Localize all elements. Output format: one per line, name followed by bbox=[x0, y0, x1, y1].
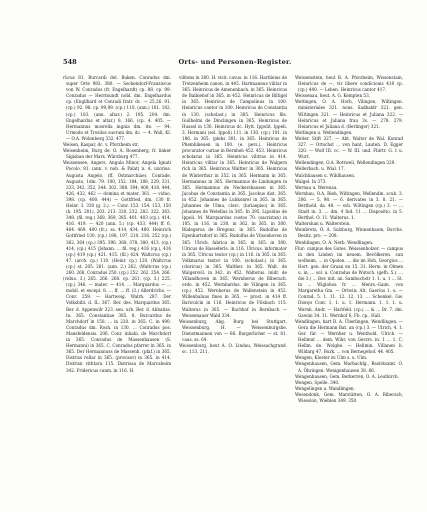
register-entry: Wernhau, O.A. Rieh, Wiltingen, Wellendin. scub. 3. 206. — 5. 98. — 6. derivates in 3. 8. 21. — Berthold. da. 48. — svb. Wiltingen (cp.) 3. — ... Stadt in. 3. ... dm. 4 Ind. 11 ... Dispositio. in 5. Berthol. O. 11. Walterus. 1. bbox=[295, 190, 403, 221]
register-entry: Wengen, Kloster zu Ulm s. u. Ulm. bbox=[295, 355, 368, 361]
register-entry: Wellendingen, O.A. Rottweil, Wellendingen 329. bbox=[295, 160, 396, 166]
register-entry: Wengenhausen, Gem. Marbachfg., Bezirksamt. O. A. Öhringen. Wenigenhausen 38. 86. bbox=[295, 361, 403, 373]
register-entry: rücus 81. Burcardi del. Buken. Conradus dm. super Orte 983. 380. — Seckendorf-Franziscus von W. Conrados (fr. Engelhardt) cp. 88. cp. 99. Conradus — Herrmundt nobl. dm. Engelhardus cp. (Engilhard et Conradi fratr. dc. — 25,26. 91. (cp.) 92. 98. cp. 99,99. (cp.) 110. (ann.) 181. 182. (cp.) 103. (ann. altar.) 2. 195. 204. dm. Engelhardus et altar.) 8. 166. (cp. 4. 405. — Hermannus mosrella ingnia dm. ite. — 94. Urmodo et Trosilus suorum dm. dc. — 4. Wall, Kl. — O.A. Wolenberg 332. 477. bbox=[63, 75, 171, 141]
register-entry: Weinbretz, O. A. Sulzburg, Winnenbaum, Burchs. Besitz. pro. — 208. bbox=[295, 227, 403, 239]
column-middle bbox=[179, 75, 287, 494]
register-entry: Weissensee, Angers, Angula Minor, Angela Ignati Pocolo, 81. (ann. v. nob. & Palat) n. A. uxorius. Augusta Angelo, (ff. Ostmarchiae). Conrade. Augusto, 1dm. 79. 100, 152. 184, 188, 229, 331, 333, 342, 352, 344. 302. 388. 394, 400, 418, 444, 426, 432, 462 — domina et mater, 361. — viduo. 398. (cp. 400. 444) — Gottfried, dm. 130 fr. Heinr. 3. 330 (g. 2.). — Conr. 153. 154. 153, 150 (b. 195. 201). 203. 213. 320, 232. 282. 322. 363. 348. (fil. reg.) 368, 369, 385. 401. 403 (cp.). 414. 416. 419. — 420 (ann. 5.) (cp. 433, 444) ff. 6, 464. 469. 400 (fr.). ss. 414, 434, 480. Heinrich Gottfried 130. (cp.) 188, 197, 210. 216, 252 (cp.) 362. 364 (cp.) 395. 396. 368, 378, 380, 413. (cp.) 414, (cp.) 415 (Johann. ... fil. reg.) 416 (cp.), 416 (cp.) 419 (cp.) 421. 415. (fil.) 424. Waltcrus (cp.) 47. (arch. cp.) 110. (Heinr. cp.) 120. (Waltcrus (cp.) st. 205. 261. (ann. 2.) 262. (Waltcrus (cp.) 260. 268. Conradus 250. (cp.) 252. 262. 254. 266. bbox=[63, 160, 171, 275]
register-entry: Wernau u. Werenau. bbox=[295, 184, 338, 190]
register-entry: (viduo. 3.) 265. 266. 268. cp. 261. (cp. 3.) 225. (cp.) 346. — mater. — 414. ... Marquardus — ... mobil. et excepl. 8. ... ff. ... ff. (3.) Allerdrichs. — Conr. 259. — Hartweig. Walrh. 287. Der Volksbibl. d. IL. 367. Ber. des. Marquardus 365. Ber. d. Appenwilr 323. sen. urb. Ber. d. Abbatiss. In. 365. Constantiae 385. 8. Burcardus de Marchdorf in 150. ... in 220. in 365. C. in 490. Conradus dm. Rosh. in 130. ... Conradus pos. Mansfeldensis. 206. Conr. inhabi. de Marchdorf in 365. Conradus de Massenhausen (S. Hermanni) in 365. C. Conradus pfarrer in 365. in 365. Der Hermannuss de Massenh. (pfaf.) in 365. Distriss rellar in 365. (provisor) in 365. in 414. Distrisn vithtara 115. Distrissa de Marcaheim 342. Fridericus canm. in 116. H. bbox=[63, 276, 171, 373]
register-entry: Weisenheim, Burg de. O. A. Rosenberg, fr. linker Sigisban der Marx. Würzburg 477. bbox=[63, 148, 171, 160]
register-entry: Wengenhausen, Gem. Berkerren, O. A. Leutkirch. bbox=[295, 373, 399, 379]
register-entry: Weiter. Stift 327. — Abt. Walter de Wal. Konrad 327. — Ortschst ... von hant, Lauten. D. Egger 320. — Wolf III. cc. — W. III. und. Fbirtr. G. 1 u. Wurt. bbox=[295, 135, 403, 160]
column-left bbox=[63, 75, 171, 494]
register-entry: Weissenstein, heut B. A. Pforzheim, Wissenstain, Heinricus de —, vir libere condicionis 418 cp. (cp.) 440. — Lehen. Heinricus cantor 417. bbox=[295, 75, 403, 93]
register-entry: Wellerbach. u. Wial. 17. bbox=[295, 166, 346, 172]
register-entry: Weissenburg, Abg. Burg bei Stuttgart. Weissenburg, H. — Weissenburgshe. Dienstmannen von — 68. Burgerlicher — st. 81. caus. ss. 64. bbox=[179, 318, 287, 343]
register-entry: Weltingen, O. A. Horb, Vilingen, Wiltingen. ministeriales 321. nons. Sadbaldr 321. gen. Wiltingen 321. — Heinricus et Juliana 322. — Heinricus et Juliana frau 3s. — 278. 279. Heinricus et Juliana d. (Berlinger) 321. bbox=[295, 99, 403, 129]
running-title: Orts- und Personen-Register. bbox=[178, 58, 292, 66]
register-entry: Wesendonk, Gem. Marstätten, O. A. Biberach, Wiesslon, Wieblen 349. 350. bbox=[295, 391, 403, 403]
register-entry: vilitens in 380. H. visit. cavus. in 116. Hartlieius de Trotzenheim canon. in 445. Hartmannus vilitar in 365. Heinricus de Amenenbach. in 365. Heinricus de Balbiehof in 365. in 452. Heinricus de Biltigel in 365. Heinricus de Campolinus in 100. Heinricus cantor in 100. Heinricus de Constantia in 130. (scholast.) in 385. Heinricus fils. Guilhelmi de Dinclingen in 365. Heinricus de Hussel in 130. Heinricus dc. Hytt. Ippolit. Ippeli. 3. Hermani (sel. Ippoli) 111. in 130. (cp.) 101. in 186. in 365. (plebs 301. in 365. Heinricus de Phemhikeuen in 100. (e. pers.). Heinricus procurator curiae in Bernheb 452. 453. Heinricus scholarus in 365. Heinricus vilitras in 414. Heinricus vilitar in 365. Heinricus de Walgern rich in 365. Heinricus Waltter in 365. Heinricus de Winterthur in 352. in 365. Hermann in 365. Hermannus in 365. Hermannus de Lindungen in 365. Hermannus de Neckershausen in 365. Jacobus de Constantia in 365. Jacobus dist. 365. in 452. Johannes de Luhkonrel in 365. in 365. Johannes de Ulma, clerc. (luriaepiso) in 365. Johannes de Wetellus in 365. In 395. Lipoldus de Ippoli. M. Marquardus custos 70. (sacristan) in 105. in 116. in 230. in 362. in 365. in 380. Rüdegerus de Bregenz. in 365. Rudolfus de Egenhartzdorf in 365. Rudolfus de Vilsonhoven in 365. Ulrich. fabrica in 365. in 365. in 380. Ulricus de Hasseterls. in 116. Ulricus. informator in 365. Ulricus textor (cp.) in 116. in 365. in 365. Volkmarus textor in 100. (scholast.) in 365. (clericus) in 365. Walther. in 365. Walt. de Walgersvil. in 342. in 452. Walterus. inidr. de Villandhoven in 365. Wernherus de Biberach. ordo. in 452. Wernhardus. de Vilingen in 365. (cp.) 452. Wernherus de Wallenstein in 452. Willenbaluus fines in 365. — prost. in 414 ff. Bariculcin in 116. Heinricus de Filsbach 115. Walterus in 365. — Bachhof in Bernbach — Weissenauer Wald 334. bbox=[179, 75, 287, 318]
register-entry: Weisen, Kaspar, dc. v. Pforzheim str. bbox=[63, 142, 139, 148]
page-header bbox=[63, 58, 407, 68]
page-number: 548 bbox=[63, 58, 77, 66]
register-entry: Weltingen u. Wellendingen. bbox=[295, 129, 353, 135]
register-entry: Wenhlingen, O. A. Nerb. Wendlingen. bbox=[295, 239, 374, 245]
register-entry: Wengelingen u. Wandlingen. bbox=[295, 385, 355, 391]
register-entry: Walchhausen u. Wihlhausen. bbox=[295, 172, 356, 178]
column-right bbox=[295, 75, 403, 494]
register-entry: Wendlingen, hart B. A. Überlingen, Wendlingen. — Gera die Hermann Bat. an (cp.) 3. — Ulrich, 4. 1. Ger. für. — Wernher u. Wenthold. Ulrich. — Hellmut ... dem. Wihr. von Gerzrs. in. 1 ... 1. C. Hellm. de. Wolghe. — Hellmin. Villanen b. Wildarg 47. Burk. ... von Bernegehof. 44. 405. bbox=[295, 318, 403, 355]
register-entry: Weissenburg, heut A. O. Lindau, Weissachgrund. sc. 113. 211. bbox=[179, 343, 287, 355]
register-entry: Walgel. In 373. bbox=[295, 178, 327, 184]
register-entry: Weissenau, heut. A. G. Kempten 53. bbox=[295, 93, 371, 99]
register-entry: Wengen, Spelle. 340. bbox=[295, 379, 340, 385]
register-entry: Waltershan u. Walterstein. bbox=[295, 221, 351, 227]
register-entry: Flur: campus des Gutes. Weissenholzer. — campus in den Linden im neuem. Bevölkeren. sun wolheim, ... in Opolen. ... die im Hoh, Georgios ... Hort. gen. der Gruan en 15. 31. Herm. in Olmen u. in, ... sol. u. Conradus de Wutsch. (gefh. 5.). ... die 3.) ... Ber. mit. an. Sambuchstr 1. 1. u. 1 ... St. in ... Wiglohoa fr. ... Menrs.-Gaim. von Margaretha Gm. — Ortwin: Alt. Gaerius 1. u. — Conrad. 5. 1. 11. 12. 12. 13. ... Schenkel. Gw. Dionys Conr. 1. 1. u. 1. Hermann. 1. 1. 1. u. Wernh. Andr. — Hartfeld. (cp.) ... & ... Br. 7. dm. Gawini 34. 11. Wernhof 6, Fb. cp., Hall. bbox=[295, 245, 403, 318]
